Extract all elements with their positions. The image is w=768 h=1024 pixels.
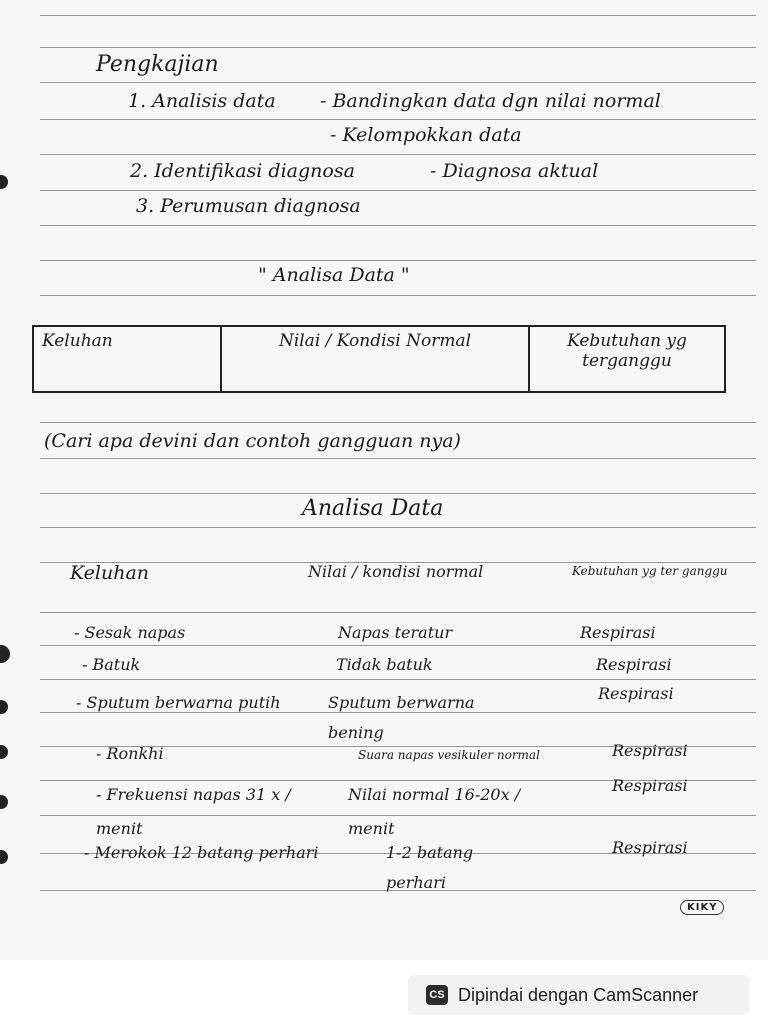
section-title: Pengkajian	[96, 52, 219, 77]
ruled-line	[40, 154, 756, 155]
ruled-line	[40, 422, 756, 423]
row-keluhan: - Frekuensi napas 31 x / menit	[96, 785, 291, 838]
row-nilai: Tidak batuk	[336, 655, 433, 674]
column-header: Kebutuhan yg ter ganggu	[572, 564, 728, 578]
row-keluhan: - Sputum berwarna putih	[76, 693, 281, 712]
ruled-line	[40, 15, 756, 16]
binder-hole	[0, 795, 8, 809]
row-kebutuhan: Respirasi	[598, 684, 674, 703]
step-detail: - Diagnosa aktual	[430, 160, 599, 182]
row-kebutuhan: Respirasi	[612, 741, 688, 760]
binder-hole	[0, 700, 8, 714]
row-nilai: Napas teratur	[338, 623, 453, 642]
binder-hole	[0, 850, 8, 864]
binder-hole	[0, 645, 10, 663]
ruled-line	[40, 119, 756, 120]
binder-hole	[0, 175, 8, 189]
analysis-template-table	[32, 325, 726, 393]
row-kebutuhan: Respirasi	[612, 838, 688, 857]
row-nilai: 1-2 batang perhari	[386, 843, 474, 892]
row-nilai: Sputum berwarna bening	[328, 693, 475, 742]
binder-hole	[0, 745, 8, 759]
ruled-line	[40, 679, 756, 680]
row-keluhan: - Ronkhi	[96, 744, 164, 763]
table-header-nilai: Nilai / Kondisi Normal	[221, 326, 529, 392]
ruled-line	[40, 190, 756, 191]
ruled-line	[40, 225, 756, 226]
table-header-keluhan: Keluhan	[33, 326, 221, 392]
step-detail: - Kelompokkan data	[330, 124, 522, 146]
row-keluhan: - Merokok 12 batang perhari	[84, 843, 319, 862]
row-nilai: Suara napas vesikuler normal	[358, 748, 540, 762]
ruled-line	[40, 295, 756, 296]
ruled-line	[40, 260, 756, 261]
camscanner-logo-icon: CS	[426, 985, 448, 1005]
section-heading: Analisa Data	[302, 496, 444, 521]
column-header: Nilai / kondisi normal	[308, 562, 484, 581]
step-label: 1. Analisis data	[128, 90, 276, 112]
row-kebutuhan: Respirasi	[612, 776, 688, 795]
step-label: 3. Perumusan diagnosa	[136, 195, 361, 217]
row-kebutuhan: Respirasi	[596, 655, 672, 674]
ruled-line	[40, 527, 756, 528]
ruled-line	[40, 82, 756, 83]
ruled-line	[40, 47, 756, 48]
camscanner-watermark	[408, 975, 750, 1015]
note-text: (Cari apa devini dan contoh gangguan nya)	[44, 430, 461, 452]
row-kebutuhan: Respirasi	[580, 623, 656, 642]
row-nilai: Nilai normal 16-20x / menit	[348, 785, 521, 838]
row-keluhan: - Batuk	[82, 655, 141, 674]
camscanner-label: Dipindai dengan CamScanner	[458, 984, 699, 1005]
ruled-line	[40, 612, 756, 613]
ruled-line	[40, 458, 756, 459]
notebook-brand-label: KIKY	[680, 900, 724, 915]
step-label: 2. Identifikasi diagnosa	[130, 160, 355, 182]
ruled-line	[40, 493, 756, 494]
column-header: Keluhan	[70, 562, 150, 584]
ruled-line	[40, 645, 756, 646]
table-header-kebutuhan: Kebutuhan yg terganggu	[529, 326, 725, 392]
step-detail: - Bandingkan data dgn nilai normal	[320, 90, 661, 112]
row-keluhan: - Sesak napas	[74, 623, 186, 642]
section-heading: " Analisa Data "	[258, 264, 410, 286]
